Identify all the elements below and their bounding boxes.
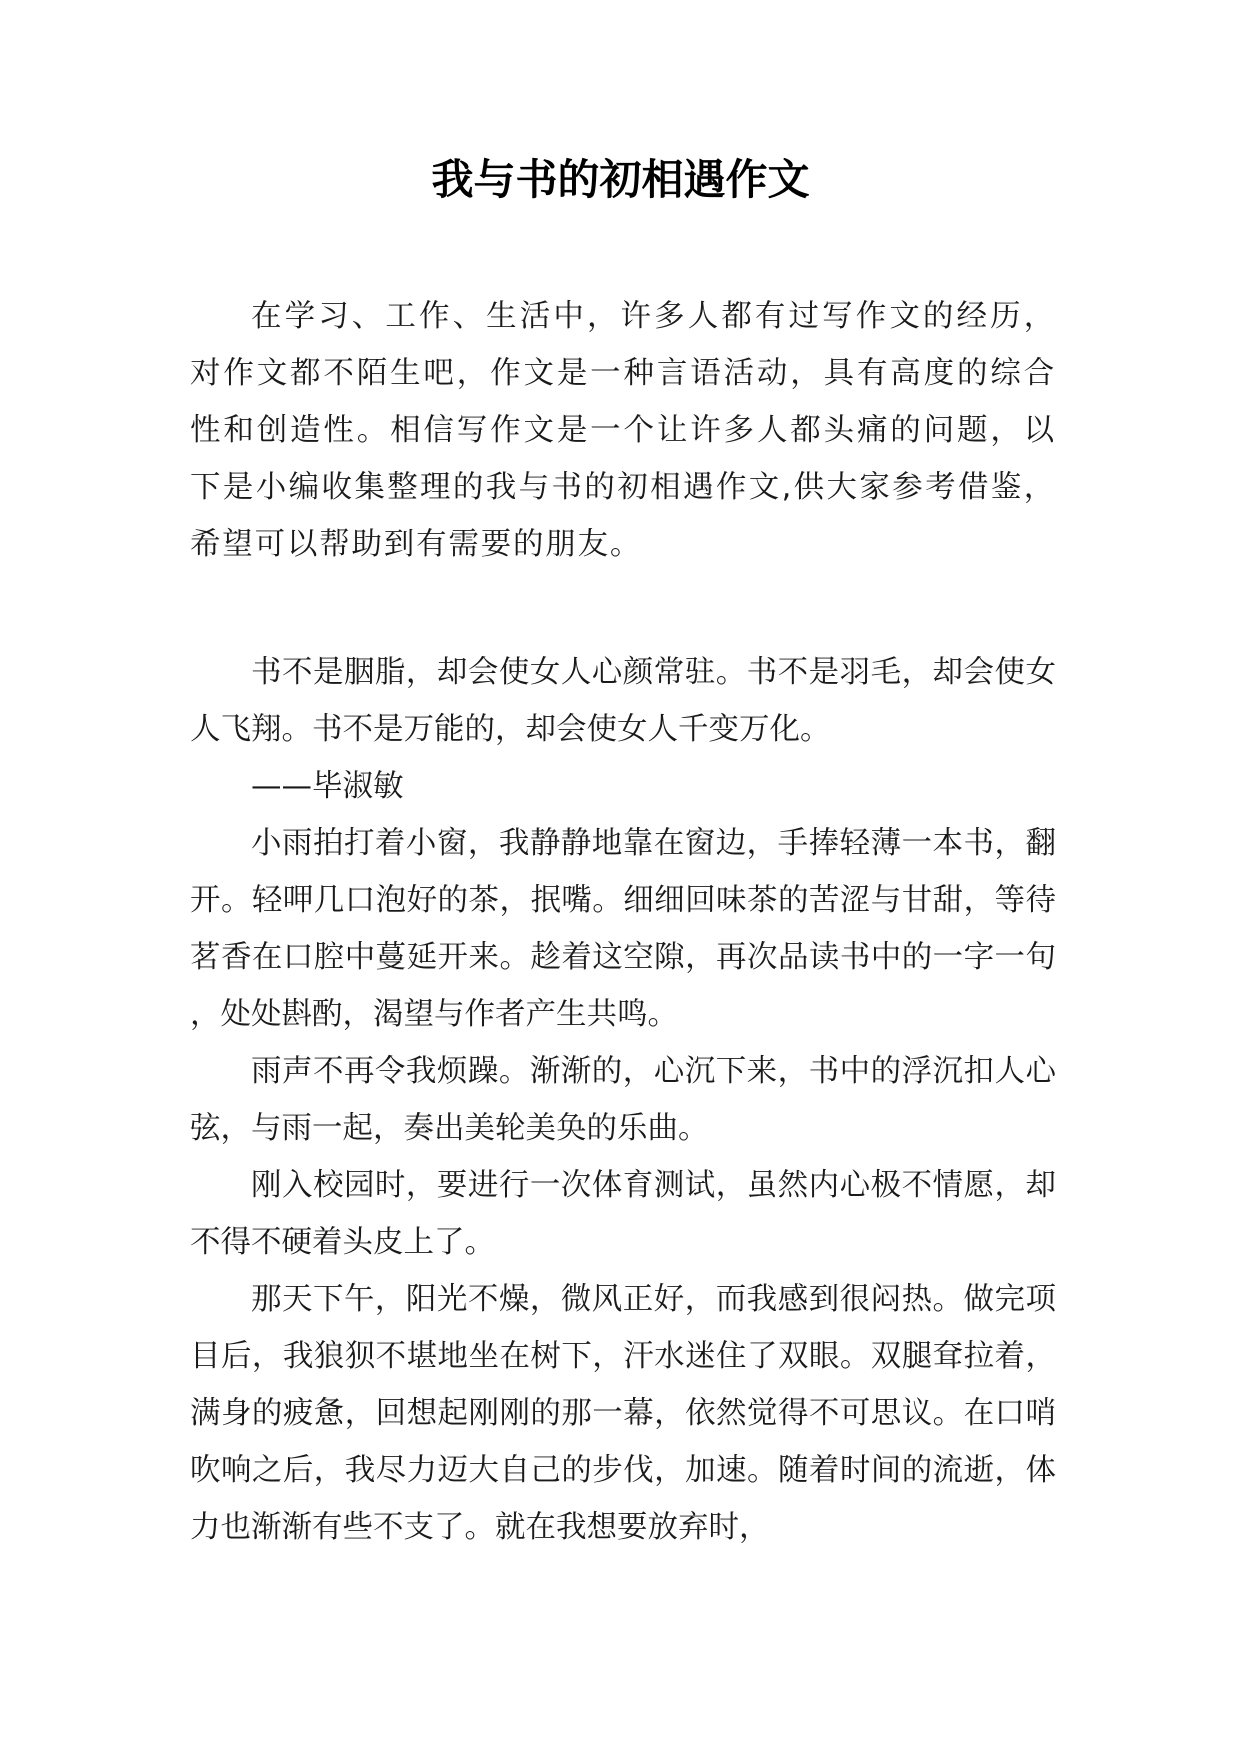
quote-attribution: ——毕淑敏 xyxy=(251,769,404,804)
quote-paragraph: 书不是胭脂，却会使女人心颜常驻。书不是羽毛，却会使女人飞翔。书不是万能的，却会使女人千变万化。 xyxy=(190,655,1056,747)
body-paragraph: 小雨拍打着小窗，我静静地靠在窗边，手捧轻薄一本书，翻开。轻呷几口泡好的茶，抿嘴。细细回味茶的苦涩与甘甜，等待茗香在口腔中蔓延开来。趁着这空隙，再次品读书中的一字一句，处处斟酌，渴望与作者产生共鸣。 xyxy=(190,826,1056,1032)
intro-paragraph: 在学习、工作、生活中，许多人都有过写作文的经历，对作文都不陌生吧，作文是一种言语活动，具有高度的综合性和创造性。相信写作文是一个让许多人都头痛的问题，以下是小编收集整理的我与书的初相遇作文,供大家参考借鉴，希望可以帮助到有需要的朋友。 xyxy=(190,299,1056,562)
document-body xyxy=(190,288,1056,1556)
document-title: 我与书的初相遇作文 xyxy=(431,155,810,204)
body-paragraph: 那天下午，阳光不燥，微风正好，而我感到很闷热。做完项目后，我狼狈不堪地坐在树下，汗水迷住了双眼。双腿耷拉着，满身的疲惫，回想起刚刚的那一幕，依然觉得不可思议。在口哨吹响之后，我尽力迈大自己的步伐，加速。随着时间的流逝，体力也渐渐有些不支了。就在我想要放弃时， xyxy=(190,1282,1056,1545)
body-paragraph: 雨声不再令我烦躁。渐渐的，心沉下来，书中的浮沉扣人心弦，与雨一起，奏出美轮美奂的乐曲。 xyxy=(190,1054,1056,1146)
body-paragraph: 刚入校园时，要进行一次体育测试，虽然内心极不情愿，却不得不硬着头皮上了。 xyxy=(190,1168,1056,1260)
